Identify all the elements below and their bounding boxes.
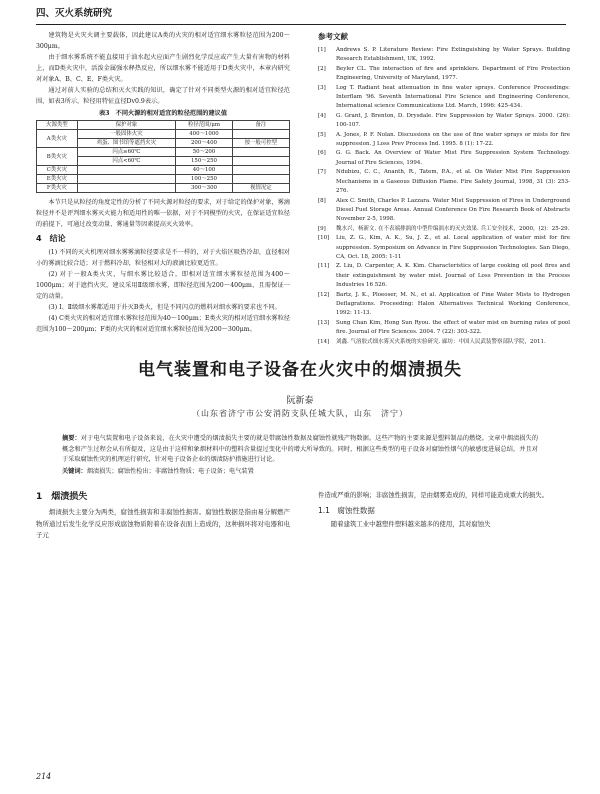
- reference-item: [318, 112, 570, 131]
- reference-number: [2]: [318, 65, 326, 72]
- table-cell: [232, 175, 289, 184]
- table-cell: 一般固体火灾: [77, 130, 175, 139]
- reference-text: Liu, Z. G., Kim, A. K., Su, J. Z., et al. Local application of water mist for fire suppression. Symposium on Advance in Fire Suppression Technologies. San Diego, CA, Oct. 18, 2005: 1-11: [336, 235, 570, 260]
- conclusion-item: (1) 不同的灭火机理对细水雾雾滴粒径要求是不一样的，对于火焰区吸热冷却，直径相对小的雾滴比较合适；对于燃料冷却，粒径相对大的液滴比较更适宜。: [36, 249, 290, 267]
- table-header-cell: 备注: [232, 121, 289, 130]
- table-cell: 闪点<60℃: [77, 157, 175, 166]
- reference-text: Z. Liu, D. Carpenter, A. K. Kim. Characteristics of large cooking oil pool fires and their extinguishment by water mist. Journal of Loss Prevention in the Process Industries 16 526.: [336, 263, 570, 289]
- reference-item: [318, 131, 570, 150]
- table-cell: F类火灾: [37, 184, 78, 193]
- reference-number: [3]: [318, 84, 326, 91]
- table-cell: 50～200: [176, 148, 233, 157]
- table-cell: 200～400: [176, 139, 233, 148]
- article-title: 电气装置和电子设备在火灾中的烟渍损失: [138, 360, 462, 380]
- section-heading: 1 烟渍损失: [36, 492, 88, 502]
- reference-number: [4]: [318, 112, 326, 119]
- subsection-heading: 1.1 腐蚀性数据: [318, 505, 375, 515]
- reference-item: [318, 65, 570, 84]
- references-heading: 参考文献: [318, 32, 348, 41]
- paragraph: 件造成严重的影响；非腐蚀性损害，是由烟雾造成的，同样可能造成重大的损失。: [318, 491, 549, 499]
- paragraph: 本节只是从粒径的角度定性的分析了不同火源对粒径的要求，对于给定的保护对象，雾滴粒径并不是评判细水雾灭火能力和适用性的唯一依据，对于不同模型的火灾，在保证适宜粒径的前提下，可通过改变动量、雾通量等因素提高灭火效率。: [36, 199, 290, 228]
- reference-number: [8]: [318, 197, 326, 204]
- table-cell: C类火灾: [37, 166, 78, 175]
- reference-number: [6]: [318, 150, 326, 157]
- table-cell: [232, 130, 289, 139]
- left-column: [36, 30, 290, 335]
- table-cell: 150～250: [176, 157, 233, 166]
- article-author: 阮新泰: [286, 396, 314, 406]
- reference-text: Sung Chan Kim, Hong Sun Ryou. the effect of water mist on burning rates of pool fire. Journal of Fire Sciences. 2004. 7 (22): 303-322.: [336, 319, 570, 336]
- keywords: [62, 467, 538, 478]
- abstract-label: 摘要：: [62, 435, 81, 442]
- table-cell: 鸡蛋、图书馆等遮挡火灾: [77, 139, 175, 148]
- article-affiliation: （山东省济宁市公安消防支队任城大队，山东 济宁）: [192, 409, 408, 418]
- particle-size-table: [36, 120, 290, 193]
- reference-text: 魏水兴，杨新文. 在不表端排涡的中型件编涡水的灭火效果. 兵工安全技术，2000，(2)：25-29.: [336, 225, 570, 232]
- table-cell: [77, 175, 175, 184]
- conclusion-item: (4) C类火灾的相对适宜细水雾粒径范围为40～100μm；E类火灾的相对适宜细水雾粒径范围为100～200μm；F类的火灾的相对适宜细水雾粒径范围为200～300μm。: [36, 315, 290, 333]
- paragraph: 通过对前人实验的总结和灭火实践的知识，确定了针对不同类型火源的相对适宜粒径范围，如表3所示，粒径用特征直径Dv0.9表示。: [36, 87, 290, 105]
- table-header-cell: 粒径范围/μm: [176, 121, 233, 130]
- table-cell: 40～100: [176, 166, 233, 175]
- paragraph: 由于细水雾系统不能直接用于油水起火应面产生剧烈化学反应或产生大量有害物的材料上，而D类火灾中，活泼金属强水释热反应，所以细水雾不能适用于D类火灾中，本章内研究对对象A、B、C、E、F类火灾。: [36, 54, 290, 83]
- reference-item: [318, 197, 570, 225]
- reference-number: [7]: [318, 169, 326, 176]
- reference-text: Alex C. Smith, Charles P. Lazzara. Water Mist Suppression of Fires in Underground Diesel Fuel Storage Areas. Annual Conference On Fire Research Book of Abstracts November 2-5, 1998.: [336, 197, 570, 223]
- body-right-column: [318, 490, 570, 530]
- table-cell: 视情况定: [232, 184, 289, 193]
- table-header-cell: 保护对象: [77, 121, 175, 130]
- reference-item: [318, 84, 570, 112]
- table-cell: 300～300: [176, 184, 233, 193]
- table-cell: 100～250: [176, 175, 233, 184]
- reference-number: [14]: [318, 338, 330, 345]
- table-cell: [77, 184, 175, 193]
- reference-text: Andrews S. P. Literature Review: Fire Extinguishing by Water Sprays. Building Research Establishment, UK, 1992.: [336, 47, 570, 63]
- reference-item: [318, 225, 570, 234]
- table-cell: [77, 166, 175, 175]
- reference-number: [11]: [318, 263, 330, 270]
- table-caption: 表3 不同火源的相对适宜的粒径范围的建议值: [98, 110, 228, 117]
- table-cell: B类火灾: [37, 148, 78, 166]
- reference-item: [318, 234, 570, 262]
- keywords-text: 烟渍损失；腐蚀性检出；非腐蚀性物质；电子设备；电气装置: [86, 468, 254, 475]
- table-cell: [232, 148, 289, 157]
- reference-item: [318, 262, 570, 290]
- table-row: [37, 175, 290, 184]
- table-row: [37, 130, 290, 139]
- table-cell: 按一般可控型: [232, 139, 289, 148]
- conclusion-item: (2) 对于一般A类火灾，与细水雾比较适合，即相对适宜细水雾粒径范围为400～1000μm；对于遮挡火灾，建议采用Ⅱ级细水雾，即粒径范围为200～400μm，且需保证一定的动量。: [36, 271, 290, 300]
- reference-text: 刘鑫. 气溶胶式细水雾灭火系统的实验研究. 廊坊：中国人民武装警察部队学院，2011.: [336, 338, 546, 345]
- table-row: [37, 166, 290, 175]
- table-row: [37, 148, 290, 157]
- keywords-label: 关键词：: [62, 468, 87, 475]
- abstract: [62, 434, 538, 466]
- reference-number: [5]: [318, 131, 326, 138]
- table-cell: [232, 166, 289, 175]
- table-cell: 400～1000: [176, 130, 233, 139]
- table-cell: E类火灾: [37, 175, 78, 184]
- reference-number: [1]: [318, 47, 326, 53]
- reference-item: [318, 291, 570, 319]
- reference-number: [13]: [318, 319, 330, 326]
- reference-number: [12]: [318, 291, 330, 298]
- reference-text: Ndubizu, C. C., Ananth, R., Tatem, P.A., et al. On Water Mist Fire Suppression Mechanisms in a Gaseous Diffusion Flame. Fire Safety Journal, 1998, 31 (3): 253-276.: [336, 169, 570, 195]
- paragraph: 随着建筑工业中越塑件塑料越来越多的使用，其对腐蚀失: [330, 519, 491, 528]
- table-cell: [232, 157, 289, 166]
- conclusion-item: (3) Ⅰ、Ⅱ级细水雾都适用于扑灭B类火，但是不同闪点的燃料对细水雾的要求也不同。: [48, 304, 281, 311]
- reference-text: G. Grant, J. Brenton, D. Drysdale. Fire Suppression by Water Sprays. 2000. (26): 100-107.: [336, 112, 570, 129]
- abstract-text: 对于电气装置和电子设备来说，在火灾中遭受的烟渍损失主要的就是带腐蚀性数据及腐蚀性就残产物数据。这些产物的主要来源是塑料制品的燃烧。文章中烟渍损失的概念和产生过程会从有所提及，这是由于这样和象烟材料中的塑料含量提过变化中的增大所导致的。同时，根据这些类型的电子设备对腐蚀性烟气的敏感度进展总结，并且对于采取腐蚀性灾的机理运行研究，针对电子设备企业的烟渍防护措施进行讨论。: [62, 435, 538, 464]
- table-row: [37, 184, 290, 193]
- reference-item: [318, 338, 570, 347]
- reference-item: [318, 149, 570, 168]
- reference-text: Bartz, J. K., Ploeoser, M. N., et al. Application of Fine Water Mists to Hydrogen Deflagrations. Proceeding: Halon Alternatives Technical Working Conference, 1992: 11-13.: [336, 291, 570, 317]
- section-heading: 4 结论: [36, 234, 66, 243]
- reference-item: [318, 319, 570, 338]
- paragraph: 建筑物是火灾火调主要载体，因此建议A类的火灾的相对适宜细水雾粒径范围为200～300μm。: [36, 32, 290, 50]
- reference-number: [10]: [318, 235, 330, 242]
- reference-text: Log T. Radiant heat attenuation in fine water sprays. Conference Proceedings: Interflam '96. Seventh International Fire Science and Engineering Conference, International science Communications Ltd. March, 1996: 425-434.: [336, 84, 570, 110]
- body-left-column: [36, 490, 290, 542]
- reference-text: G. G. Back. An Overview of Water Mist Fire Suppression System Technology. Journal of Fire Sciences, 1994.: [336, 150, 570, 166]
- running-header: [36, 6, 566, 25]
- table-cell: A类火灾: [37, 130, 78, 148]
- references-column: [318, 30, 570, 347]
- page-number: 214: [36, 772, 52, 781]
- reference-item: [318, 46, 570, 65]
- reference-text: Beyler CL. The interaction of fire and sprinklers. Department of Fire Protection Engineering, University of Maryland, 1977.: [336, 65, 570, 82]
- table-header-cell: 火源类型: [37, 121, 78, 130]
- reference-number: [9]: [318, 225, 326, 232]
- table-header-row: [37, 121, 290, 130]
- paragraph: 烟渍损失主要分为两类，腐蚀性损害和非腐蚀性损害。腐蚀性数据是指由易分解燃产物所通过后发生化学反应形成腐蚀物质附着在设备表面上造成的，这种损坏将对电器和电子元: [36, 508, 290, 539]
- reference-item: [318, 168, 570, 196]
- table-cell: 闪点≥60℃: [77, 148, 175, 157]
- reference-text: A. Jones, P. F. Nolan. Discussions on the use of fine water sprays or mists for fire suppression. J Loss Prev Process Ind. 1995. 8 (1): 17-22.: [336, 131, 570, 148]
- header-title: 四、灭火系统研究: [36, 8, 113, 19]
- reference-list: [318, 46, 570, 347]
